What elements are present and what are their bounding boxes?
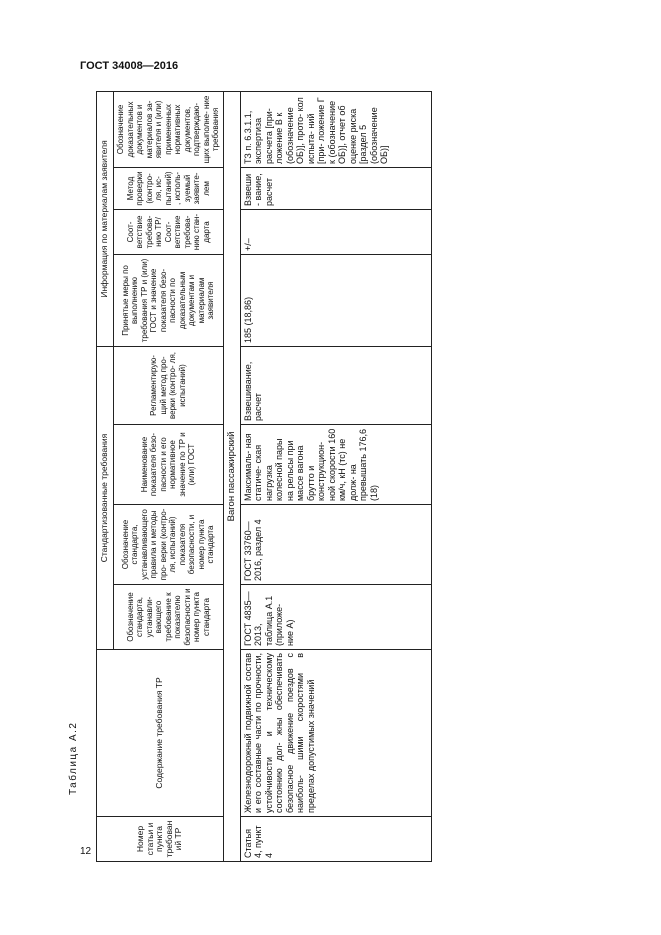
section-row-label: Вагон пассажирский xyxy=(223,91,240,861)
col-header-std-designation: Обозначение стандарта, устанавли- вающего требование к показателю безопасности и номер пункта стандарта xyxy=(114,585,224,650)
col-header-method-designation: Обозначение стандарта, устанавливающего правила и методы про- верки (контро- ля, испытаний) показателя безопасности, и номер пункта стандарта xyxy=(114,505,224,585)
cell-method-designation: ГОСТ 33760—2016, раздел 4 xyxy=(240,505,432,585)
cell-check-method: Взвеши- вание, расчет xyxy=(240,167,432,209)
col-header-regulated-method: Регламентирую- щий метод про- верки (контро- ля, испытаний) xyxy=(114,346,224,424)
table-header-row-groups xyxy=(97,91,114,861)
col-header-content: Содержание требования ТР xyxy=(97,650,224,817)
group-header-applicant-info: Информация по материалам заявителя xyxy=(97,91,114,346)
section-row xyxy=(223,91,240,861)
table-row xyxy=(240,91,432,861)
col-header-accepted-measures: Принятые меры по выполнению требования ТР и (или) ГОСТ и значение показателя безо- пасности по доказательным документам и материалам заявителя xyxy=(114,254,224,346)
rotated-table-container xyxy=(96,92,432,862)
cell-std-designation: ГОСТ 4835—2013, таблица А.1 (приложе- ние А) xyxy=(240,585,432,650)
cell-compliance: +/– xyxy=(240,209,432,254)
cell-indicator-name: Максималь- ная статиче- ская нагрузка колесной пары на рельсы при массе вагона брутто и конструкцион- ной скорости 160 км/ч, кН (тс) не долж- на превышать 176,6 (18) xyxy=(240,425,432,505)
col-header-evidence: Обозначение доказательных документов и материалов за- явителя и (или) примененных нормативных документов, подтверждаю- щих выполне- ние требования xyxy=(114,91,224,167)
cell-article: Статья 4, пункт 4 xyxy=(240,817,432,862)
col-header-check-method: Метод проверки (контро- ля, ис- пытаний), исполь- зуемый заявите- лем xyxy=(114,167,224,209)
table-caption: Таблица А.2 xyxy=(68,721,79,795)
cell-evidence: ТЗ п. 6.3.1.1, экспертиза расчета [при- ложение В к (обозначение ОБ)], прото- кол испыта- ний [при- ложение Г к (обозначение ОБ)], отчет об оценке риска [раздел 5 (обозначение ОБ)] xyxy=(240,91,432,167)
cell-regulated-method: Взвешивание, расчет xyxy=(240,346,432,424)
col-header-article: Номер статьи и пункта требований ТР xyxy=(97,817,224,862)
document-title: ГОСТ 34008—2016 xyxy=(80,60,179,72)
requirements-table xyxy=(96,91,432,862)
group-header-standardized: Стандартизованные требования xyxy=(97,346,114,649)
col-header-indicator-name: Наименование показателя безо- пасности и его нормативное значение по ТР и (или) ГОСТ xyxy=(114,425,224,505)
cell-content: Железнодорожный подвижной состав и его составные части по прочности, устойчивости и техническому состоянию дол- жны обеспечивать безопасное движение поездов с наиболь- шими скоростями в пределах допустимых значений xyxy=(240,650,432,817)
cell-accepted-measures: 185 (18,86) xyxy=(240,254,432,346)
col-header-compliance: Соот- ветствие требова- нию ТР/ Соот- ветствие требова- нию стан- дарта xyxy=(114,209,224,254)
page-number: 12 xyxy=(80,846,92,857)
